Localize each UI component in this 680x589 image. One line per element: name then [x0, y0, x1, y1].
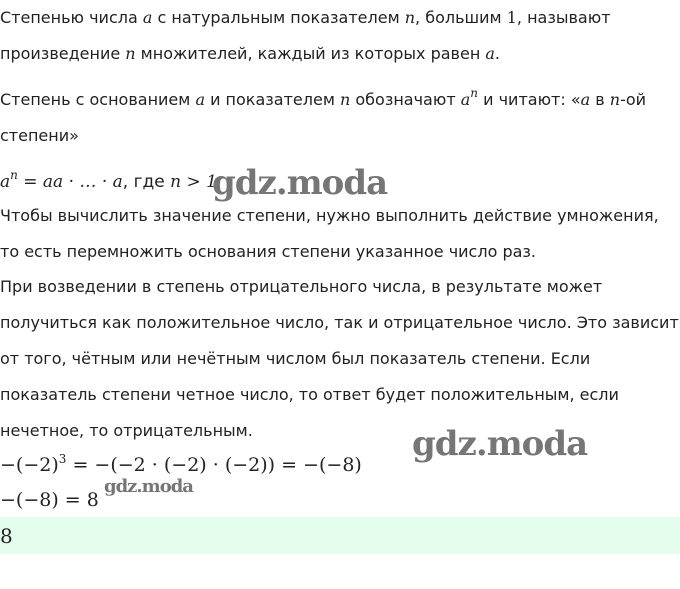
variable-a: a [580, 90, 591, 109]
solution-equation-2 [0, 489, 99, 511]
text: При возведении в степень отрицательного числа, в результате может [0, 277, 603, 296]
formula-condition: n > 1 [170, 172, 217, 192]
text: Степенью числа [0, 8, 143, 27]
answer-value: 8 [0, 524, 13, 548]
definition-line-1 [0, 8, 611, 28]
text: -ой [620, 90, 647, 109]
text: Чтобы вычислить значение степени, нужно выполнить действие умножения, [0, 206, 659, 225]
text-line [0, 206, 659, 226]
variable-n: n [404, 8, 416, 27]
text: , называют [516, 8, 611, 27]
text: , большим [415, 8, 507, 27]
variable-n: n [125, 44, 136, 63]
text: степени» [0, 126, 79, 145]
text: получиться как положительное число, так и отрицательное число. Это зависит [0, 313, 679, 332]
solution-equation-1 [0, 454, 362, 476]
text: с натуральным показателем [152, 8, 405, 27]
text: и читают: « [478, 90, 581, 109]
text-line [0, 313, 679, 333]
notation-line-1 [0, 86, 647, 110]
watermark: gdz.moda [104, 476, 193, 497]
equation-result: −(−8) = 8 [0, 489, 99, 511]
equation-left: −(−2) [0, 454, 59, 476]
variable-n: n [609, 90, 621, 109]
power-exponent: n [470, 86, 479, 100]
watermark: gdz.moda [212, 163, 388, 203]
text: Степень с основанием [0, 90, 196, 109]
text-line [0, 421, 253, 441]
text-line [0, 349, 590, 369]
text: то есть перемножить основания степени указанное число раз. [0, 242, 536, 261]
text: от того, чётным или нечётным числом был показатель степени. Если [0, 349, 591, 368]
text: . [494, 44, 500, 63]
text-line [0, 385, 619, 405]
formula-base: a [0, 172, 11, 192]
notation-line-2 [0, 126, 79, 146]
definition-line-2 [0, 44, 500, 64]
text: в [590, 90, 610, 109]
answer-bar [0, 517, 680, 554]
formula-product: = aa · … · a [17, 172, 123, 192]
text: произведение [0, 44, 126, 63]
equation-right: = −(−2 · (−2) · (−2)) = −(−8) [66, 454, 362, 476]
text: нечетное, то отрицательным. [0, 421, 253, 440]
variable-a: a [485, 44, 495, 63]
power-base: a [460, 90, 471, 109]
text: обозначают [350, 90, 461, 109]
text: и показателем [204, 90, 340, 109]
power-definition-formula [0, 168, 217, 192]
equation-exponent: 3 [58, 452, 67, 466]
text-line [0, 242, 536, 262]
text: , где [122, 172, 171, 192]
text: множителей, каждый из которых равен [135, 44, 486, 63]
number-one: 1 [506, 8, 517, 27]
formula-exponent: n [10, 168, 18, 182]
variable-a: a [142, 8, 153, 27]
variable-a: a [195, 90, 205, 109]
variable-n: n [339, 90, 351, 109]
watermark: gdz.moda [412, 424, 588, 464]
text-line [0, 277, 602, 297]
text: показатель степени четное число, то ответ будет положительным, если [0, 385, 619, 404]
